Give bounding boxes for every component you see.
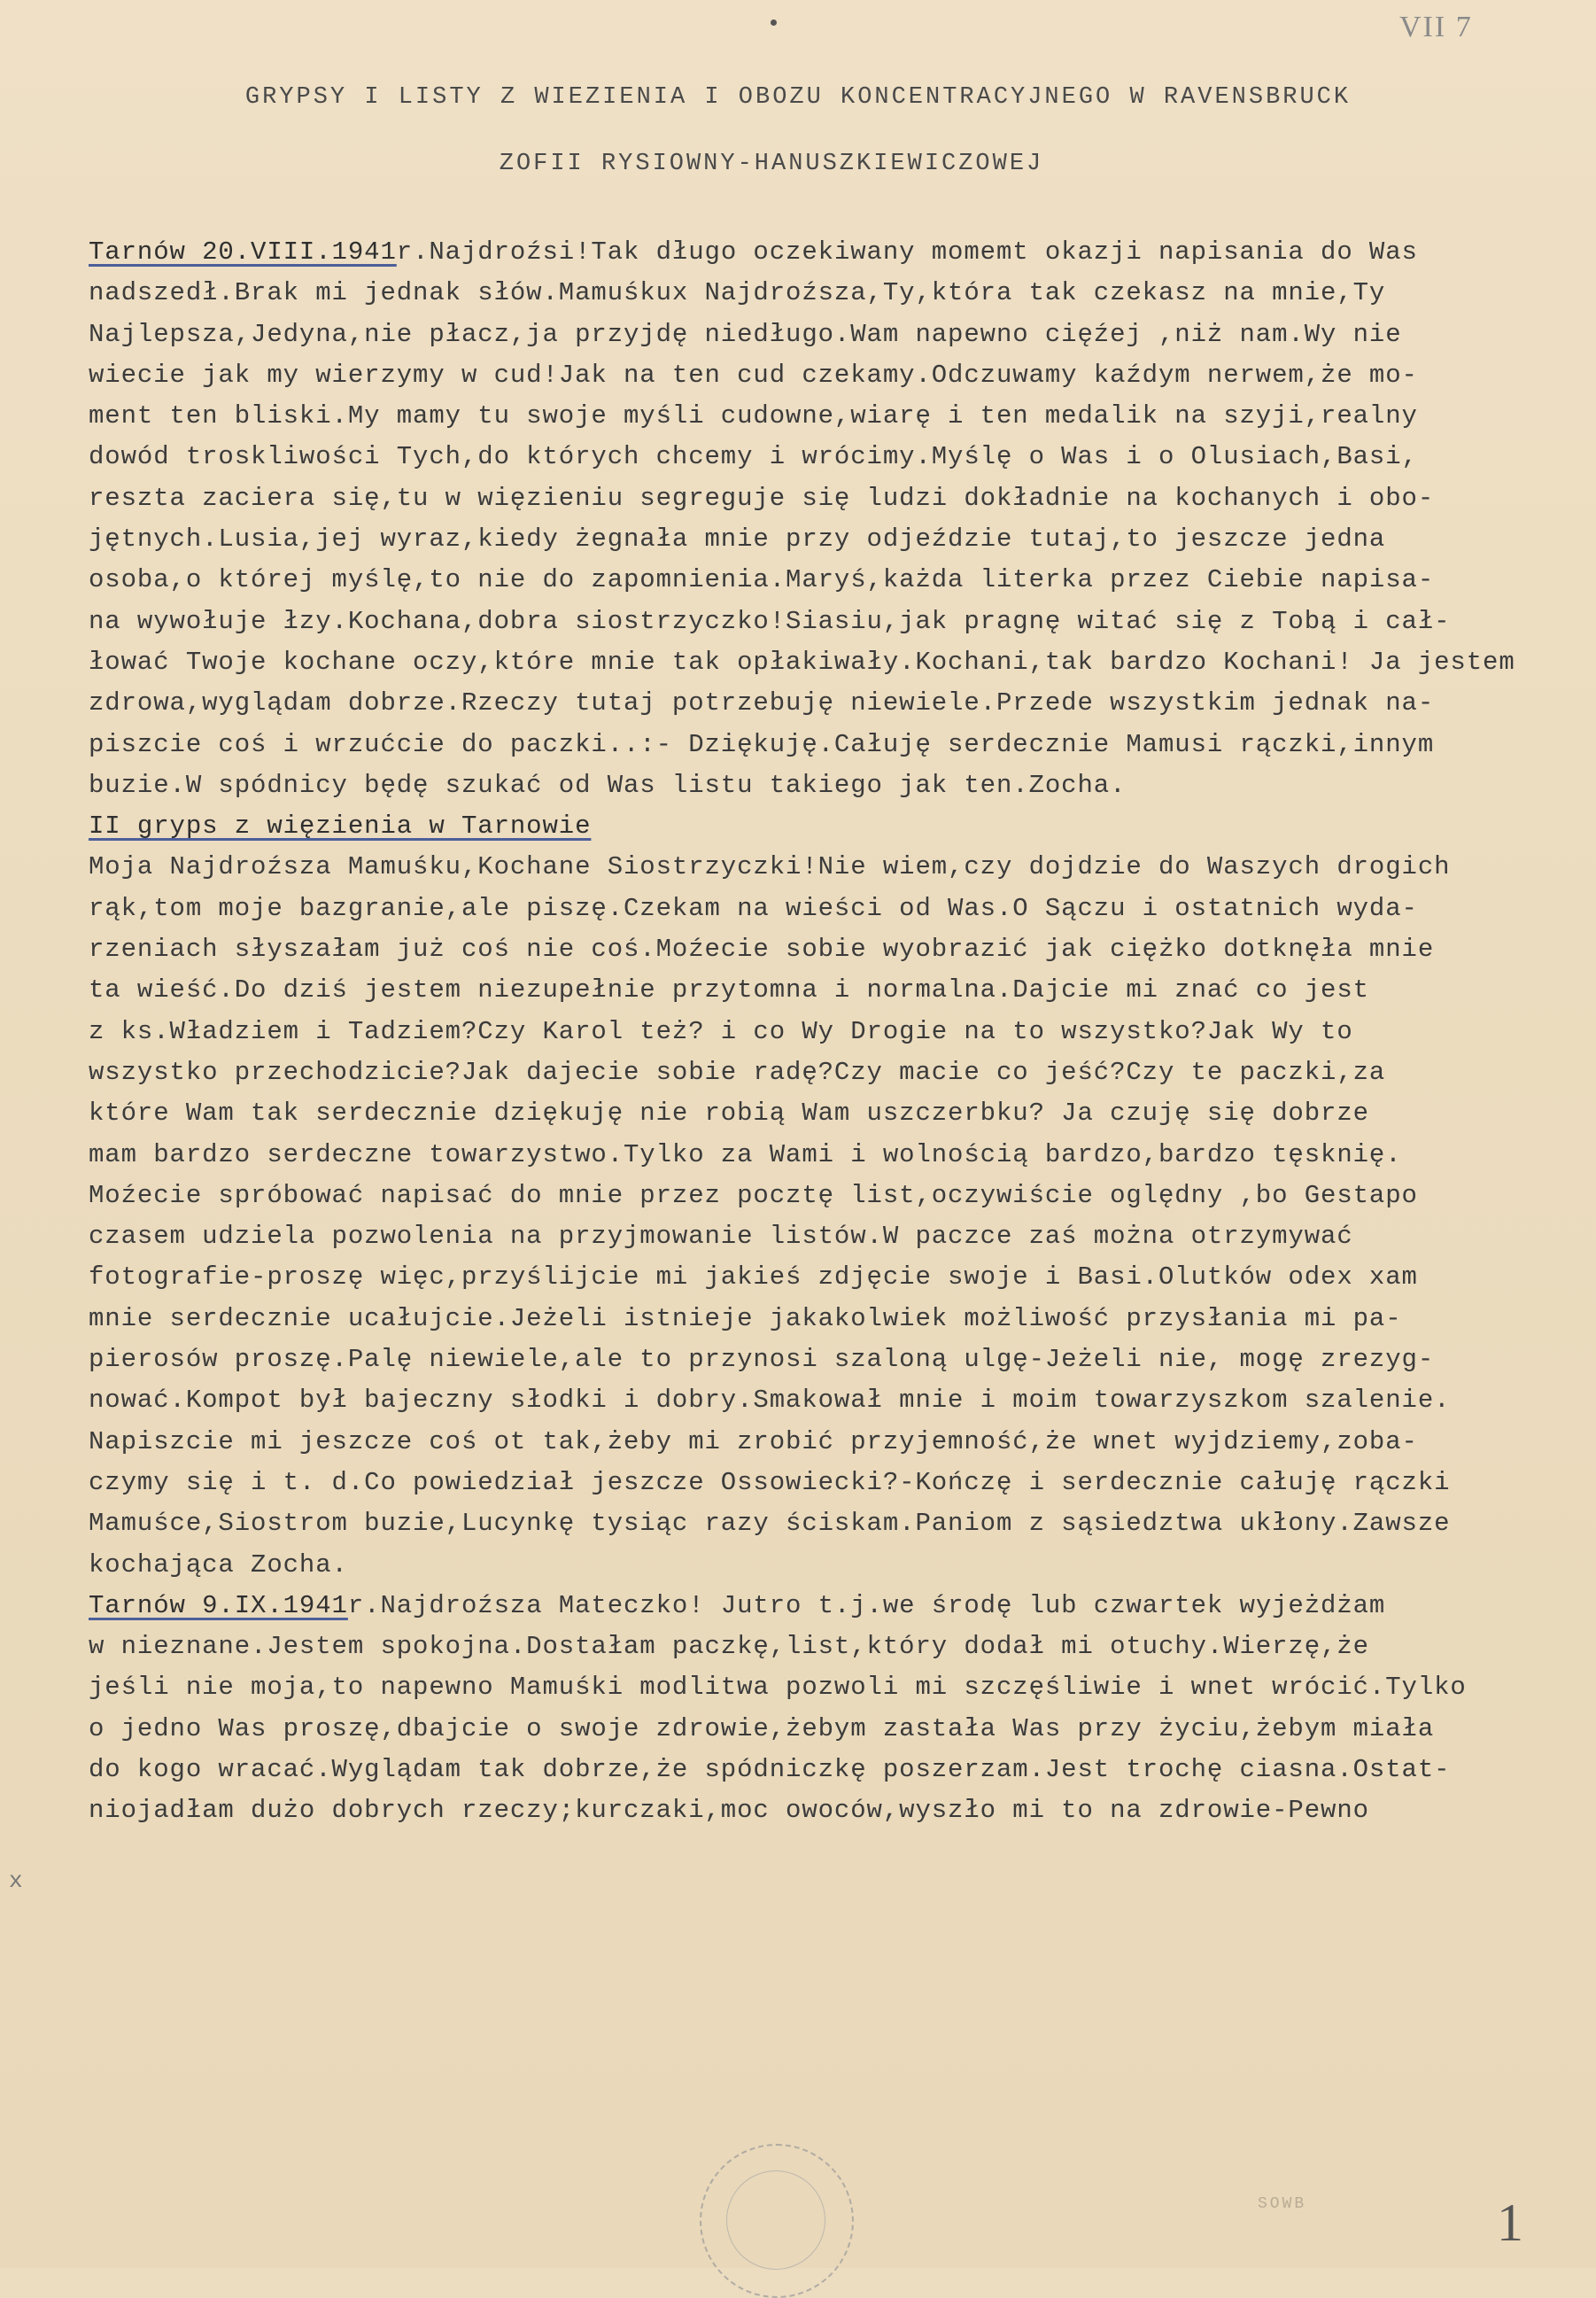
stamp-inner-ring: [726, 2170, 825, 2270]
document-subtitle: ZOFII RYSIOWNY-HANUSZKIEWICZOWEJ: [499, 151, 1044, 177]
archive-stamp: [700, 2144, 854, 2298]
text-line: pierosów proszę.Palę niewiele,ale to przynosi szaloną ulgę-Jeżeli nie, mogę zrezyg-: [89, 1345, 1435, 1375]
text-line-rest: r.Najdroźsi!Tak długo oczekiwany momemt okazji napisania do Was: [396, 237, 1418, 267]
text-line: rąk,tom moje bazgranie,ale piszę.Czekam na wieści od Was.O Sączu i ostatnich wyda-: [89, 893, 1418, 923]
letter-body: [89, 232, 1594, 1832]
text-line: rzeniach słyszałam już coś nie coś.Moźecie sobie wyobrazić jak ciężko dotknęła mnie: [89, 935, 1435, 965]
text-line: które Wam tak serdecznie dziękuję nie robią Wam uszczerbku? Ja czuję się dobrze: [89, 1099, 1369, 1129]
text-line: czymy się i t. d.Co powiedział jeszcze Ossowiecki?-Kończę i serdecznie całuję rączki: [89, 1467, 1451, 1497]
text-line: czasem udziela pozwolenia na przyjmowanie listów.W paczce zaś można otrzymywać: [89, 1222, 1353, 1252]
text-line: wszystko przechodzicie?Jak dajecie sobie radę?Czy macie co jeść?Czy te paczki,za: [89, 1057, 1386, 1087]
text-line: Moja Najdroźsza Mamuśku,Kochane Siostrzyczki!Nie wiem,czy dojdzie do Waszych drogich: [89, 852, 1451, 882]
letter-heading-date: Tarnów 9.IX.1941: [89, 1590, 348, 1620]
letter-heading-date: Tarnów 20.VIII.1941: [89, 237, 397, 267]
text-line: łować Twoje kochane oczy,które mnie tak opłakiwały.Kochani,tak bardzo Kochani! Ja jestem: [89, 647, 1515, 677]
text-line: [89, 232, 1594, 273]
archive-reference-mark: VII 7: [1399, 11, 1473, 43]
text-line: w nieznane.Jestem spokojna.Dostałam paczkę,list,który dodał mi otuchy.Wierzę,że: [89, 1632, 1369, 1662]
margin-mark: x: [9, 1867, 23, 1894]
text-line: na wywołuje łzy.Kochana,dobra siostrzyczko!Siasiu,jak pragnę witać się z Tobą i cał-: [89, 606, 1451, 636]
section-heading: II gryps z więzienia w Tarnowie: [89, 811, 592, 842]
text-line-rest: r.Najdroźsza Mateczko! Jutro t.j.we środę lub czwartek wyjeżdżam: [347, 1590, 1386, 1620]
text-line: Napiszcie mi jeszcze coś ot tak,żeby mi zrobić przyjemność,że wnet wyjdziemy,zoba-: [89, 1426, 1418, 1456]
text-line: mnie serdecznie ucałujcie.Jeżeli istnieje jakakolwiek możliwość przysłania mi pa-: [89, 1303, 1402, 1333]
text-line: fotografie-proszę więc,przyślijcie mi jakieś zdjęcie swoje i Basi.Olutków odex xam: [89, 1262, 1418, 1293]
document-title: GRYPSY I LISTY Z WIEZIENIA I OBOZU KONCENTRACYJNEGO W RAVENSBRUCK: [244, 84, 1352, 111]
text-line: niojadłam dużo dobrych rzeczy;kurczaki,moc owoców,wyszło mi to na zdrowie-Pewno: [89, 1796, 1369, 1826]
text-line: [89, 806, 1594, 847]
text-line: o jedno Was proszę,dbajcie o swoje zdrowie,żebym zastała Was przy życiu,żebym miała: [89, 1713, 1435, 1743]
text-line: ta wieść.Do dziś jestem niezupełnie przytomna i normalna.Dajcie mi znać co jest: [89, 975, 1369, 1005]
text-line: jeśli nie moja,to napewno Mamuśki modlitwa pozwoli mi szczęśliwie i wnet wrócić.Tylko: [89, 1673, 1467, 1703]
text-line: do kogo wracać.Wyglądam tak dobrze,że spódniczkę poszerzam.Jest trochę ciasna.Ostat-: [89, 1754, 1451, 1784]
text-line: ment ten bliski.My mamy tu swoje myśli cudowne,wiarę i ten medalik na szyji,realny: [89, 401, 1418, 431]
text-line: mam bardzo serdeczne towarzystwo.Tylko za Wami i wolnością bardzo,bardzo tęsknię.: [89, 1139, 1402, 1169]
text-line: reszta zaciera się,tu w więzieniu segreguje się ludzi dokładnie na kochanych i obo-: [89, 483, 1435, 513]
text-line: z ks.Władziem i Tadziem?Czy Karol też? i co Wy Drogie na to wszystko?Jak Wy to: [89, 1016, 1353, 1046]
text-line: nować.Kompot był bajeczny słodki i dobry.Smakował mnie i moim towarzyszkom szalenie.: [89, 1386, 1451, 1416]
text-line: wiecie jak my wierzymy w cud!Jak na ten cud czekamy.Odczuwamy kaźdym nerwem,że mo-: [89, 360, 1418, 390]
page-number: 1: [1497, 2193, 1523, 2252]
text-line: [89, 1586, 1594, 1626]
text-line: Najlepsza,Jedyna,nie płacz,ja przyjdę niedługo.Wam napewno cięźej ,niż nam.Wy nie: [89, 319, 1402, 349]
text-line: nadszedł.Brak mi jednak słów.Mamuśkux Najdroźsza,Ty,która tak czekasz na mnie,Ty: [89, 278, 1386, 308]
text-line: Moźecie spróbować napisać do mnie przez pocztę list,oczywiście oględny ,bo Gestapo: [89, 1180, 1418, 1210]
ink-dot: [771, 19, 777, 26]
text-line: dowód troskliwości Tych,do których chcemy i wrócimy.Myślę o Was i o Olusiach,Basi,: [89, 442, 1418, 472]
text-line: Mamuśce,Siostrom buzie,Lucynkę tysiąc razy ściskam.Paniom z sąsiedztwa ukłony.Zawsze: [89, 1509, 1451, 1539]
text-line: zdrowa,wyglądam dobrze.Rzeczy tutaj potrzebuję niewiele.Przede wszystkim jednak na-: [89, 688, 1435, 718]
text-line: piszcie coś i wrzućcie do paczki..:- Dziękuję.Całuję serdecznie Mamusi rączki,innym: [89, 729, 1435, 759]
text-line: buzie.W spódnicy będę szukać od Was listu takiego jak ten.Zocha.: [89, 770, 1127, 800]
text-line: osoba,o której myślę,to nie do zapomnienia.Maryś,każda literka przez Ciebie napisa-: [89, 565, 1435, 595]
text-line: jętnych.Lusia,jej wyraz,kiedy żegnała mnie przy odjeździe tutaj,to jeszcze jedna: [89, 524, 1386, 555]
faint-stamp-text: SOWB: [1258, 2195, 1307, 2213]
text-line: kochająca Zocha.: [89, 1549, 348, 1580]
